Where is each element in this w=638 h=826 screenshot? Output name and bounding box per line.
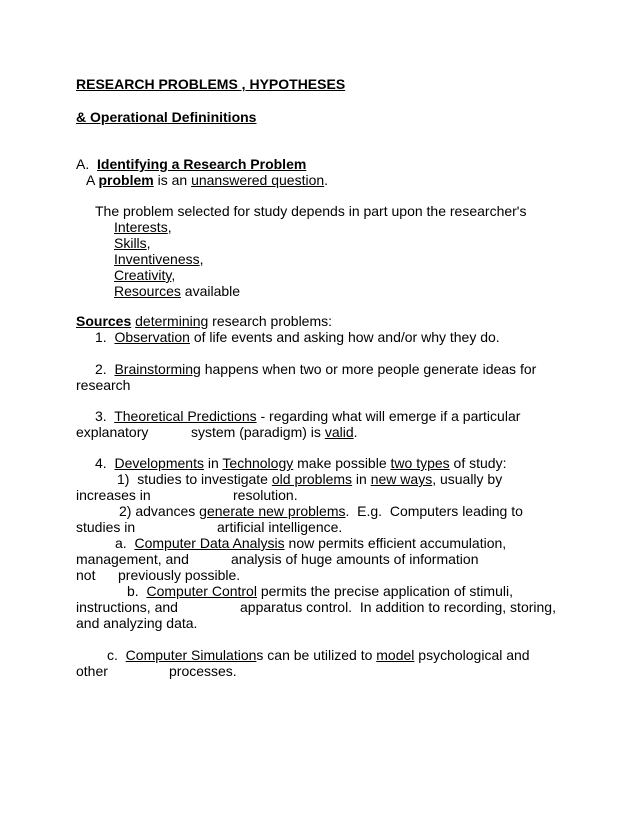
- factor-item: [114, 235, 151, 251]
- item-term-1: Developments: [114, 455, 204, 471]
- def-term: unanswered question: [191, 172, 325, 188]
- sub-term: Computer Control: [146, 583, 257, 599]
- source-item-1: [95, 329, 500, 345]
- section-a-prefix: A.: [76, 156, 98, 172]
- source-item-3: [95, 408, 520, 424]
- sub-end: , usually by: [432, 471, 503, 487]
- sub-item-b-cont2: and analyzing data.: [76, 615, 198, 631]
- sub-pre: a.: [115, 535, 135, 551]
- sub-item-a-cont2-b: previously possible.: [118, 567, 241, 583]
- item-text: happens when two or more people generate ideas for: [200, 361, 537, 377]
- factor-label: Inventiveness: [114, 251, 200, 267]
- sub-text: permits the precise application of stimuli,: [256, 583, 513, 599]
- item-number: 3.: [95, 408, 115, 424]
- sub-term-2: model: [376, 647, 415, 663]
- cont-text: system (paradigm) is: [191, 424, 325, 440]
- sources-word: determining: [135, 313, 209, 329]
- factor-label: Creativity: [114, 267, 172, 283]
- item-term: Brainstorming: [114, 361, 201, 377]
- sub-term-suffix: s: [256, 647, 264, 663]
- section-a-heading: Identifying a Research Problem: [97, 156, 307, 172]
- source-item-3-cont-a: explanatory: [76, 424, 149, 440]
- def-mid: is an: [153, 172, 192, 188]
- sources-heading: [76, 313, 332, 329]
- def-end: .: [324, 172, 329, 188]
- factor-item: [114, 267, 175, 283]
- sub-text: can be utilized to: [263, 647, 377, 663]
- sub-item-2-cont-b: artificial intelligence.: [217, 519, 343, 535]
- sub-text-2: psychological and: [414, 647, 530, 663]
- sub-pre: c.: [107, 647, 126, 663]
- sub-item-b-cont-a: instructions, and: [76, 599, 178, 615]
- problem-definition: [86, 172, 328, 188]
- source-item-2: [95, 361, 536, 377]
- item-end: of study:: [449, 455, 507, 471]
- cont-end: .: [353, 424, 358, 440]
- sub-term: Computer Data Analysis: [134, 535, 285, 551]
- sub-item-a-cont2-a: not: [76, 567, 96, 583]
- sub-text: now permits efficient accumulation,: [284, 535, 507, 551]
- item-term-3: two types: [390, 455, 450, 471]
- sub-item-a-cont-b: analysis of huge amounts of information: [231, 551, 479, 567]
- item-number: 1.: [95, 329, 115, 345]
- sub-item-c-cont-a: other: [76, 663, 108, 679]
- item-number: 2.: [95, 361, 115, 377]
- sub-item-a-cont-a: management, and: [76, 551, 189, 567]
- factor-suffix: ,: [146, 235, 151, 251]
- source-item-4: [95, 455, 506, 471]
- sub-item-2-cont-a: studies in: [76, 519, 136, 535]
- sources-label: Sources: [76, 313, 132, 329]
- factor-suffix: ,: [199, 251, 204, 267]
- sub-term-2: new ways: [370, 471, 433, 487]
- sub-item-c: [107, 647, 530, 663]
- sub-item-c-cont-b: processes.: [169, 663, 237, 679]
- item-number: 4.: [95, 455, 115, 471]
- factor-item: [114, 283, 240, 299]
- item-term-2: Technology: [222, 455, 294, 471]
- sub-item-b-cont-b: apparatus control. In addition to recording, storing,: [240, 599, 556, 615]
- item-mid-1: in: [203, 455, 223, 471]
- sub-pre: 2) advances: [119, 503, 200, 519]
- item-mid-2: make possible: [293, 455, 391, 471]
- factor-label: Skills: [114, 235, 147, 251]
- item-term: Theoretical Predictions: [114, 408, 257, 424]
- sub-mid: in: [352, 471, 371, 487]
- sub-item-1-cont-b: resolution.: [233, 487, 298, 503]
- title-line-2: & Operational Defininitions: [76, 109, 257, 125]
- factor-suffix: ,: [167, 219, 172, 235]
- def-pre: A: [86, 172, 99, 188]
- sub-end: . E.g. Computers leading to: [345, 503, 523, 519]
- sub-item-a: [115, 535, 506, 551]
- factor-label: Interests: [114, 219, 168, 235]
- def-word: problem: [98, 172, 154, 188]
- cont-term: valid: [324, 424, 354, 440]
- sources-rest: research problems:: [208, 313, 333, 329]
- sub-item-b: [127, 583, 513, 599]
- item-term: Observation: [114, 329, 190, 345]
- item-text: of life events and asking how and/or why they do.: [189, 329, 500, 345]
- sub-item-1: [117, 471, 502, 487]
- factor-label: Resources: [114, 283, 181, 299]
- factor-suffix: ,: [171, 267, 176, 283]
- item-text: - regarding what will emerge if a particular: [256, 408, 521, 424]
- factor-suffix: available: [180, 283, 241, 299]
- sub-pre: b.: [127, 583, 147, 599]
- sub-term-1: old problems: [271, 471, 353, 487]
- sub-term: Computer Simulation: [125, 647, 257, 663]
- title-line-1: RESEARCH PROBLEMS , HYPOTHESES: [76, 76, 346, 92]
- sub-term-1: generate new problems: [199, 503, 346, 519]
- intro-text: The problem selected for study depends in part upon the researcher's: [95, 203, 527, 219]
- factor-item: [114, 219, 172, 235]
- sub-item-1-cont-a: increases in: [76, 487, 151, 503]
- source-item-2-cont: research: [76, 377, 131, 393]
- source-item-3-cont-b: [191, 424, 358, 440]
- section-a-heading-line: [76, 156, 306, 172]
- sub-pre: 1) studies to investigate: [117, 471, 272, 487]
- factor-item: [114, 251, 204, 267]
- sub-item-2: [119, 503, 523, 519]
